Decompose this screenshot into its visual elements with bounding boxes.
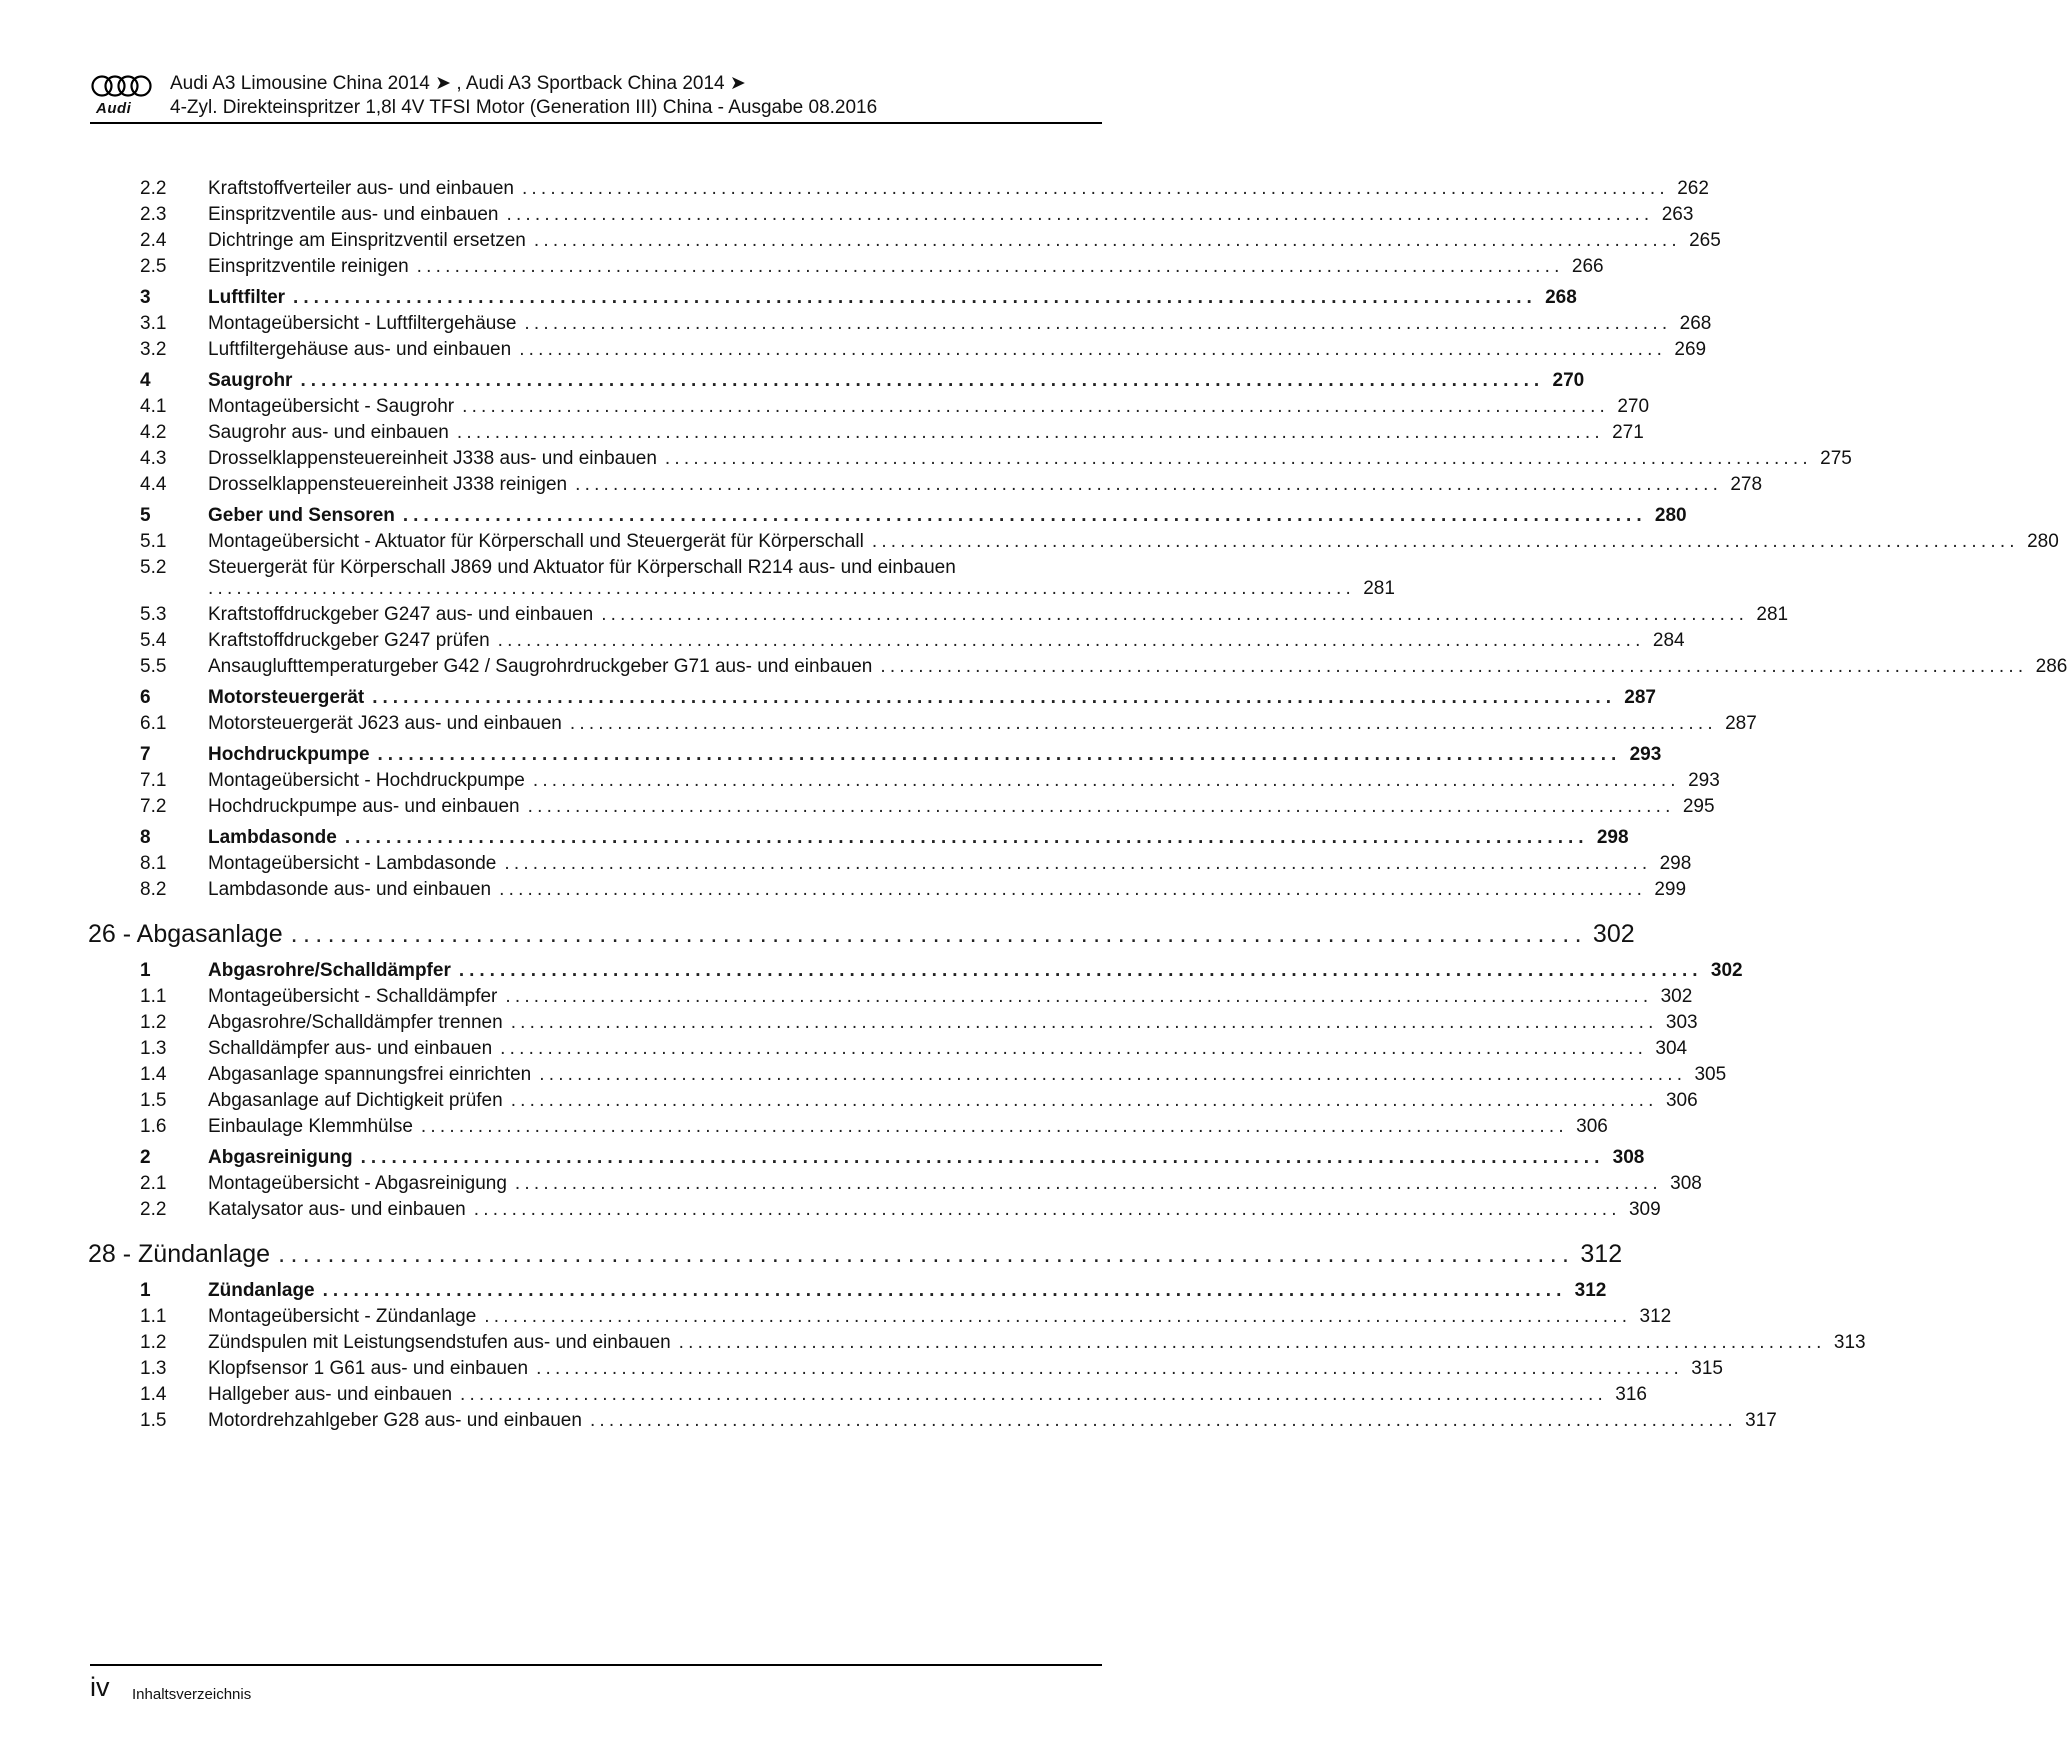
toc-leader-dots: ......................................................................................................................... — [505, 986, 1653, 1007]
toc-leader-dots: ......................................................................................................................... — [589, 1410, 1737, 1431]
toc-leader-dots: ......................................................................................................................... — [539, 1064, 1687, 1085]
toc-entry-page: 316 — [1615, 1384, 1647, 1405]
toc-entry-page: 304 — [1655, 1038, 1688, 1059]
toc-entry-page: 281 — [1756, 604, 1789, 625]
footer-section-title: Inhaltsverzeichnis — [132, 1686, 252, 1703]
toc-section-page: 302 — [1710, 960, 1743, 981]
toc-entry-page: 263 — [1661, 204, 1694, 225]
toc-entry-number: 2.3 — [140, 204, 167, 225]
toc-entry[interactable] — [0, 1199, 1661, 1221]
toc-leader-dots: ......................................................................................................................... — [416, 256, 1564, 277]
toc-entry-page: 284 — [1652, 630, 1685, 651]
toc-entry-number: 1.3 — [140, 1358, 167, 1379]
toc-entry-number: 1.5 — [140, 1410, 167, 1431]
toc-entry-number: 2.2 — [140, 1199, 167, 1220]
toc-entry-title: Montageübersicht - Abgasreinigung — [208, 1173, 507, 1194]
toc-entry[interactable] — [0, 448, 1852, 470]
toc-entry-title: Kraftstoffdruckgeber G247 prüfen — [208, 630, 490, 651]
toc-section-page: 293 — [1629, 744, 1662, 765]
toc-entry-page: 305 — [1694, 1064, 1727, 1085]
toc-entry-title: Montageübersicht - Schalldämpfer — [208, 986, 498, 1007]
toc-entry[interactable] — [0, 256, 1604, 278]
toc-leader-dots: ......................................................................................................................... — [664, 448, 1812, 469]
toc-entry[interactable] — [0, 230, 1721, 252]
toc-leader-dots: ......................................................................................................................... — [519, 339, 1667, 360]
toc-entry-page: 317 — [1745, 1410, 1777, 1431]
toc-entry-page: 298 — [1659, 853, 1692, 874]
toc-entry-title: Einspritzventile aus- und einbauen — [208, 204, 499, 225]
toc-entry[interactable] — [0, 1384, 1647, 1406]
toc-entry-number: 1.4 — [140, 1384, 167, 1405]
toc-chapter-title: 26 - Abgasanlage — [88, 920, 283, 948]
toc-entry-page: 281 — [1363, 578, 1395, 599]
toc-leader-dots: ......................................................................................................................... — [524, 313, 1672, 334]
toc-entry[interactable] — [0, 879, 1687, 901]
toc-leader-dots: ......................................................................................................................... — [527, 796, 1675, 817]
toc-entry-number: 2.4 — [140, 230, 167, 251]
toc-entry-title: Luftfiltergehäuse aus- und einbauen — [208, 339, 512, 360]
toc-chapter[interactable] — [88, 1240, 1623, 1269]
toc-section-number: 3 — [140, 287, 151, 308]
toc-entry-continuation — [208, 578, 1395, 600]
toc-entry-title: Einbaulage Klemmhülse — [208, 1116, 413, 1137]
toc-section[interactable] — [0, 687, 1656, 709]
toc-section-page: 298 — [1596, 827, 1629, 848]
toc-entry-number: 3.2 — [140, 339, 167, 360]
toc-entry-page: 302 — [1660, 986, 1693, 1007]
toc-entry-page: 295 — [1682, 796, 1715, 817]
toc-entry[interactable] — [0, 422, 1644, 444]
toc-entry-title: Saugrohr aus- und einbauen — [208, 422, 449, 443]
toc-entry-title: Montageübersicht - Saugrohr — [208, 396, 455, 417]
toc-entry-number: 1.5 — [140, 1090, 167, 1111]
toc-entry-title: Einspritzventile reinigen — [208, 256, 409, 277]
toc-section-number: 1 — [140, 960, 151, 981]
header-engine-line: 4-Zyl. Direkteinspritzer 1,8l 4V TFSI Motor (Generation III) China - Ausgabe 08.2016 — [170, 97, 878, 118]
toc-entry-page: 286 — [2035, 656, 2067, 677]
toc-entry-title: Hochdruckpumpe aus- und einbauen — [208, 796, 520, 817]
toc-leader-dots: ......................................................................................................................... — [521, 178, 1669, 199]
toc-chapter-title: 28 - Zündanlage — [88, 1240, 271, 1268]
toc-entry-number: 4.1 — [140, 396, 167, 417]
toc-section[interactable] — [0, 505, 1687, 527]
toc-entry[interactable] — [0, 1332, 1866, 1354]
toc-leader-dots: ......................................................................................................................... — [871, 531, 2019, 552]
toc-entry[interactable] — [0, 1038, 1688, 1060]
toc-entry[interactable] — [0, 796, 1715, 818]
toc-entry-title: Lambdasonde aus- und einbauen — [208, 879, 492, 900]
toc-section-title: Luftfilter — [208, 287, 286, 308]
toc-section[interactable] — [0, 370, 1585, 392]
toc-entry-number: 5.2 — [140, 557, 167, 578]
toc-entry-number: 7.1 — [140, 770, 167, 791]
toc-entry-page: 303 — [1665, 1012, 1698, 1033]
toc-entry-title: Abgasanlage spannungsfrei einrichten — [208, 1064, 532, 1085]
toc-section[interactable] — [0, 744, 1662, 766]
toc-entry[interactable] — [0, 604, 1789, 626]
toc-leader-dots: ......................................................................................................................... — [208, 578, 1355, 599]
toc-entry-title: Abgasanlage auf Dichtigkeit prüfen — [208, 1090, 503, 1111]
toc-section-title: Lambdasonde — [208, 827, 337, 848]
toc-entry-page: 265 — [1689, 230, 1721, 251]
toc-leader-dots: ......................................................................................................................... — [458, 960, 1703, 981]
toc-entry[interactable] — [0, 1410, 1777, 1432]
toc-leader-dots: ......................................................................................................................... — [678, 1332, 1826, 1353]
toc-entry-title: Kraftstoffverteiler aus- und einbauen — [208, 178, 514, 199]
toc-entry[interactable] — [0, 531, 2059, 553]
toc-entry-number: 4.2 — [140, 422, 167, 443]
toc-entry-title: Kraftstoffdruckgeber G247 aus- und einbauen — [208, 604, 594, 625]
toc-entry-page: 306 — [1576, 1116, 1608, 1137]
toc-entry[interactable] — [0, 1173, 1702, 1195]
toc-entry[interactable] — [0, 713, 1757, 735]
toc-entry-title: Drosselklappensteuereinheit J338 aus- und einbauen — [208, 448, 657, 469]
toc-section-title: Saugrohr — [208, 370, 293, 391]
toc-entry-title: Hallgeber aus- und einbauen — [208, 1384, 453, 1405]
toc-entry-number: 1.4 — [140, 1064, 167, 1085]
toc-section-title: Hochdruckpumpe — [208, 744, 370, 765]
toc-leader-dots: ......................................................................................................................... — [462, 396, 1610, 417]
toc-entry-title: Klopfsensor 1 G61 aus- und einbauen — [208, 1358, 529, 1379]
footer-rule — [90, 1664, 1102, 1666]
toc-leader-dots: ......................................................................................................................... — [499, 879, 1647, 900]
toc-leader-dots: ......................................................................................................................... — [420, 1116, 1568, 1137]
toc-section[interactable] — [0, 1280, 1607, 1302]
toc-entry-page: 287 — [1725, 713, 1757, 734]
toc-entry-title: Montageübersicht - Lambdasonde — [208, 853, 497, 874]
toc-section-number: 4 — [140, 370, 151, 391]
toc-section-number: 8 — [140, 827, 151, 848]
toc-section[interactable] — [0, 960, 1743, 982]
toc-section-page: 312 — [1574, 1280, 1607, 1301]
toc-leader-dots: ......................................................................................................................... — [575, 474, 1723, 495]
toc-entry-number: 1.1 — [140, 986, 167, 1007]
toc-entry-number: 1.2 — [140, 1012, 167, 1033]
toc-entry-number: 2.2 — [140, 178, 167, 199]
toc-entry[interactable] — [0, 1306, 1672, 1328]
toc-entry-page: 306 — [1665, 1090, 1698, 1111]
toc-entry[interactable] — [0, 1012, 1698, 1034]
toc-entry[interactable] — [0, 770, 1720, 792]
toc-entry-page: 278 — [1730, 474, 1763, 495]
toc-entry[interactable] — [0, 630, 1685, 652]
toc-entry-page: 270 — [1617, 396, 1650, 417]
toc-leader-dots: ......................................................................................................................... — [510, 1090, 1658, 1111]
toc-section-number: 5 — [140, 505, 151, 526]
toc-entry-page: 293 — [1688, 770, 1720, 791]
toc-leader-dots: ......................................................................................................................... — [569, 713, 1717, 734]
toc-entry-number: 8.1 — [140, 853, 167, 874]
toc-entry-page: 268 — [1679, 313, 1712, 334]
toc-entry[interactable] — [0, 396, 1650, 418]
toc-entry[interactable] — [0, 204, 1694, 226]
toc-entry-number: 1.1 — [140, 1306, 167, 1327]
toc-leader-dots: ......................................................................................................... — [290, 920, 1587, 948]
toc-entry-page: 275 — [1820, 448, 1852, 469]
toc-entry[interactable] — [0, 1116, 1608, 1138]
toc-section-title: Motorsteuergerät — [208, 687, 365, 708]
toc-entry-title: Abgasrohre/Schalldämpfer trennen — [208, 1012, 503, 1033]
toc-section-title: Zündanlage — [208, 1280, 315, 1301]
toc-section-title: Abgasrohre/Schalldämpfer — [208, 960, 451, 981]
toc-leader-dots: ......................................................................................................................... — [533, 230, 1681, 251]
toc-leader-dots: ......................................................................................................................... — [484, 1306, 1632, 1327]
toc-entry[interactable] — [0, 313, 1712, 335]
toc-entry-number: 6.1 — [140, 713, 167, 734]
toc-section-number: 1 — [140, 1280, 151, 1301]
toc-section[interactable] — [0, 827, 1629, 849]
toc-entry[interactable] — [0, 178, 1709, 200]
toc-entry-title: Motorsteuergerät J623 aus- und einbauen — [208, 713, 562, 734]
toc-entry-title: Montageübersicht - Zündanlage — [208, 1306, 477, 1327]
toc-entry-page: 308 — [1670, 1173, 1702, 1194]
toc-entry-title: Dichtringe am Einspritzventil ersetzen — [208, 230, 526, 251]
toc-entry-number: 1.3 — [140, 1038, 167, 1059]
toc-entry-number: 5.1 — [140, 531, 167, 552]
toc-entry-page: 280 — [2027, 531, 2059, 552]
toc-section-number: 6 — [140, 687, 151, 708]
toc-entry[interactable] — [0, 986, 1693, 1008]
toc-entry[interactable] — [0, 656, 2067, 678]
toc-entry-number: 5.3 — [140, 604, 167, 625]
toc-entry-title: Schalldämpfer aus- und einbauen — [208, 1038, 493, 1059]
toc-entry-title: Montageübersicht - Aktuator für Körperschall und Steuergerät für Körperschall — [208, 531, 864, 552]
toc-chapter[interactable] — [88, 920, 1635, 949]
toc-leader-dots: ......................................................................................................... — [278, 1240, 1575, 1268]
toc-chapter-page: 312 — [1580, 1240, 1623, 1268]
audi-wordmark: Audi — [96, 100, 132, 117]
toc-leader-dots: ......................................................................................................................... — [532, 770, 1680, 791]
toc-entry[interactable] — [0, 339, 1707, 361]
toc-entry-number: 2.1 — [140, 1173, 167, 1194]
toc-entry-title: Montageübersicht - Luftfiltergehäuse — [208, 313, 517, 334]
toc-entry-number: 2.5 — [140, 256, 167, 277]
toc-leader-dots: ......................................................................................................................... — [293, 287, 1537, 308]
toc-entry-number: 1.6 — [140, 1116, 167, 1137]
toc-leader-dots: ......................................................................................................................... — [601, 604, 1749, 625]
toc-section-number: 2 — [140, 1147, 151, 1168]
toc-leader-dots: ......................................................................................................................... — [377, 744, 1622, 765]
toc-entry-number: 7.2 — [140, 796, 167, 817]
toc-leader-dots: ......................................................................................................................... — [473, 1199, 1621, 1220]
toc-entry-number: 1.2 — [140, 1332, 167, 1353]
toc-entry[interactable] — [0, 1064, 1727, 1086]
toc-section[interactable] — [0, 287, 1577, 309]
toc-leader-dots: ......................................................................................................................... — [372, 687, 1616, 708]
toc-entry-number: 5.5 — [140, 656, 167, 677]
toc-leader-dots: ......................................................................................................................... — [880, 656, 2028, 677]
toc-entry-page: 262 — [1677, 178, 1709, 199]
toc-leader-dots: ......................................................................................................................... — [504, 853, 1652, 874]
toc-entry[interactable] — [0, 853, 1692, 875]
toc-section-page: 287 — [1624, 687, 1656, 708]
toc-section-page: 280 — [1654, 505, 1687, 526]
toc-section-page: 270 — [1552, 370, 1585, 391]
toc-entry-title: Ansauglufttemperaturgeber G42 / Saugrohrdruckgeber G71 aus- und einbauen — [208, 656, 873, 677]
toc-leader-dots: ......................................................................................................................... — [506, 204, 1654, 225]
toc-entry-number: 8.2 — [140, 879, 167, 900]
toc-leader-dots: ......................................................................................................................... — [402, 505, 1647, 526]
toc-entry-page: 312 — [1639, 1306, 1672, 1327]
toc-leader-dots: ......................................................................................................................... — [360, 1147, 1605, 1168]
toc-section-title: Geber und Sensoren — [208, 505, 395, 526]
toc-leader-dots: ......................................................................................................................... — [497, 630, 1645, 651]
toc-leader-dots: ......................................................................................................................... — [322, 1280, 1567, 1301]
toc-entry-title: Katalysator aus- und einbauen — [208, 1199, 466, 1220]
toc-leader-dots: ......................................................................................................................... — [344, 827, 1589, 848]
toc-entry-page: 266 — [1571, 256, 1604, 277]
toc-entry[interactable] — [0, 474, 1763, 496]
toc-entry-page: 269 — [1674, 339, 1707, 360]
toc-leader-dots: ......................................................................................................................... — [514, 1173, 1662, 1194]
toc-leader-dots: ......................................................................................................................... — [536, 1358, 1683, 1379]
toc-entry-title: Motordrehzahlgeber G28 aus- und einbauen — [208, 1410, 582, 1431]
toc-leader-dots: ......................................................................................................................... — [460, 1384, 1607, 1405]
toc-chapter-page: 302 — [1592, 920, 1635, 948]
toc-section-page: 268 — [1545, 287, 1577, 308]
toc-entry-title: Drosselklappensteuereinheit J338 reinigen — [208, 474, 568, 495]
header-model-line: Audi A3 Limousine China 2014 ➤ , Audi A3 Sportback China 2014 ➤ — [170, 73, 746, 94]
toc-entry-number: 5.4 — [140, 630, 167, 651]
toc-entry-page: 313 — [1833, 1332, 1866, 1353]
toc-entry-number: 3.1 — [140, 313, 167, 334]
toc-entry-page: 299 — [1654, 879, 1687, 900]
toc-entry-title: Steuergerät für Körperschall J869 und Aktuator für Körperschall R214 aus- und einbauen — [208, 557, 956, 578]
toc-section[interactable] — [0, 1147, 1645, 1169]
toc-section-title: Abgasreinigung — [208, 1147, 353, 1168]
toc-entry[interactable] — [0, 1090, 1698, 1112]
toc-leader-dots: ......................................................................................................................... — [456, 422, 1604, 443]
toc-entry-number: 4.4 — [140, 474, 167, 495]
toc-entry-number: 4.3 — [140, 448, 167, 469]
header-rule — [90, 122, 1102, 124]
audi-rings-logo — [90, 74, 154, 98]
toc-entry[interactable] — [0, 1358, 1723, 1380]
toc-section-number: 7 — [140, 744, 151, 765]
toc-leader-dots: ......................................................................................................................... — [510, 1012, 1658, 1033]
footer-page-number: iv — [90, 1672, 110, 1702]
toc-leader-dots: ......................................................................................................................... — [300, 370, 1545, 391]
toc-section-page: 308 — [1612, 1147, 1645, 1168]
toc-entry-page: 315 — [1691, 1358, 1723, 1379]
toc-entry-page: 271 — [1612, 422, 1644, 443]
toc-entry-page: 309 — [1628, 1199, 1661, 1220]
toc-entry-title: Zündspulen mit Leistungsendstufen aus- und einbauen — [208, 1332, 671, 1353]
toc-leader-dots: ......................................................................................................................... — [500, 1038, 1648, 1059]
toc-entry-title: Montageübersicht - Hochdruckpumpe — [208, 770, 525, 791]
